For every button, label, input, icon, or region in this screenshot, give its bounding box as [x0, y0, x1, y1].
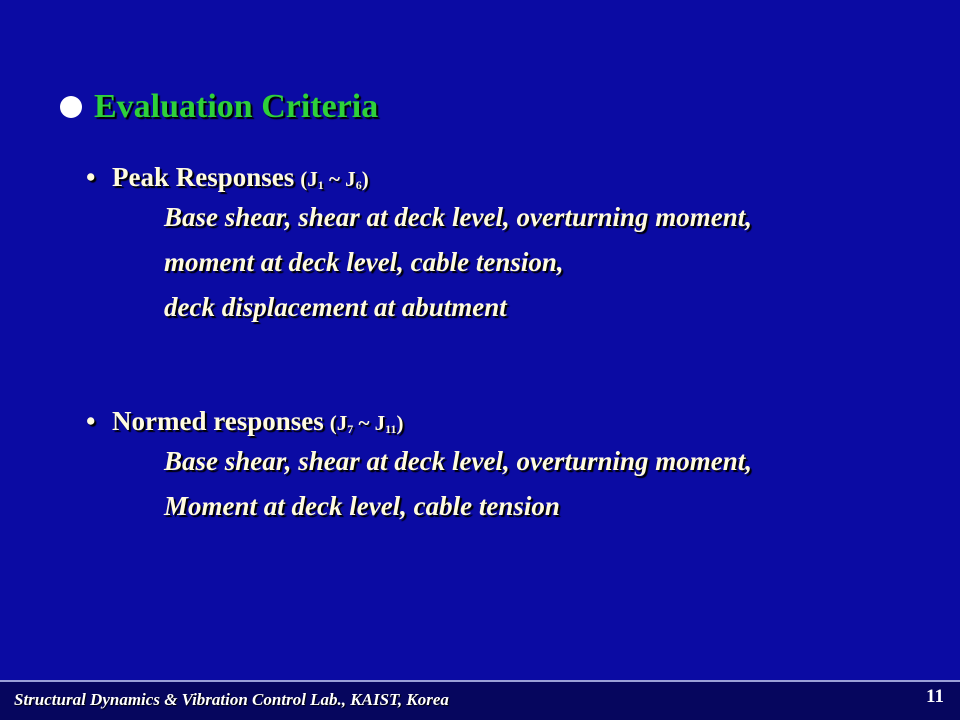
section-heading	[86, 406, 752, 437]
footer-bar	[0, 680, 960, 720]
detail-line: moment at deck level, cable tension,	[164, 247, 564, 277]
detail-line: Base shear, shear at deck level, overturning moment,	[164, 446, 753, 476]
footer-lab-name: Structural Dynamics & Vibration Control Lab., KAIST, Korea	[14, 690, 449, 709]
section-heading	[86, 162, 752, 193]
detail-line: Moment at deck level, cable tension	[164, 491, 560, 521]
bullet-dot-icon	[60, 96, 82, 118]
section-normed-responses	[86, 406, 752, 529]
bullet-icon: •	[86, 162, 96, 192]
heading-range: ($J_7$ ~ $J_{11}$)	[329, 411, 404, 436]
detail-line: Base shear, shear at deck level, overturning moment,	[164, 202, 753, 232]
heading-text: Peak Responses	[112, 162, 295, 192]
page-number: 11	[926, 686, 944, 707]
slide-title: Evaluation Criteria	[94, 88, 379, 125]
detail-line: deck displacement at abutment	[164, 292, 507, 322]
title-row	[60, 90, 378, 124]
heading-range: ($J_1$ ~ $J_6$)	[300, 167, 369, 192]
bullet-icon: •	[86, 406, 96, 436]
section-peak-responses	[86, 162, 752, 330]
heading-text: Normed responses	[112, 406, 324, 436]
